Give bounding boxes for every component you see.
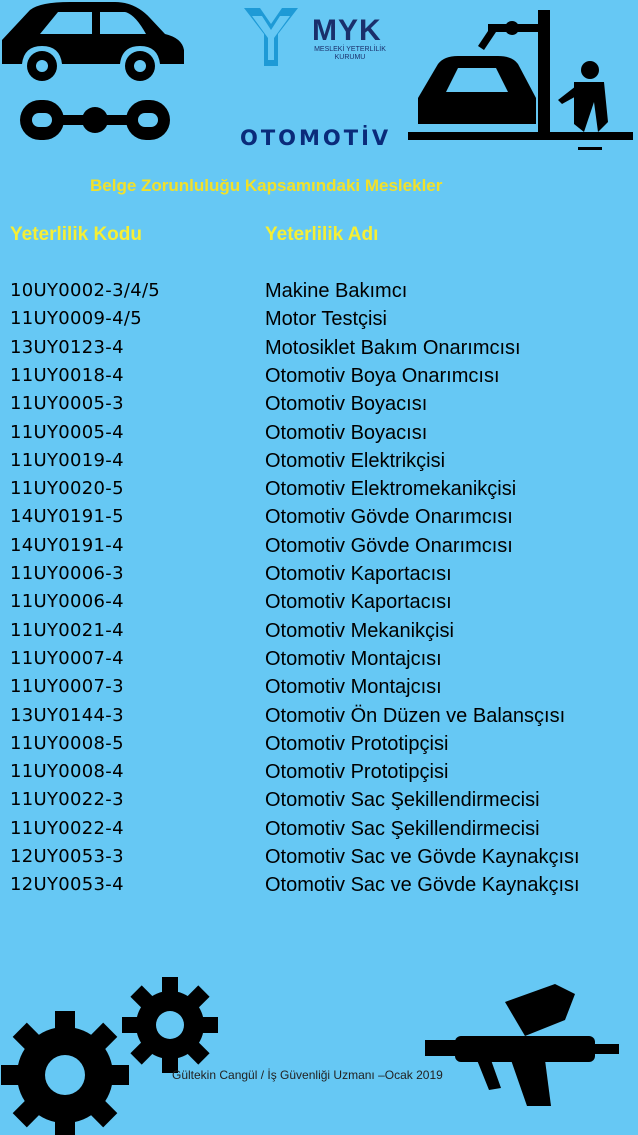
subtitle: Belge Zorunluluğu Kapsamındaki Meslekler bbox=[90, 176, 443, 195]
table-row bbox=[0, 676, 638, 704]
qualification-name: Otomotiv Gövde Onarımcısı bbox=[265, 506, 513, 529]
qualification-code: 10UY0002-3/4/5 bbox=[10, 280, 161, 301]
qualification-code: 11UY0006-4 bbox=[10, 591, 124, 613]
qualification-code: 11UY0008-5 bbox=[10, 732, 124, 754]
qualification-code: 11UY0018-4 bbox=[10, 364, 124, 386]
qualification-code: 11UY0009-4/5 bbox=[10, 308, 142, 330]
qualification-code: 11UY0005-3 bbox=[10, 393, 124, 415]
qualification-name: Motosiklet Bakım Onarımcısı bbox=[265, 336, 521, 359]
qualification-name: Otomotiv Sac ve Gövde Kaynakçısı bbox=[265, 846, 580, 868]
table-row bbox=[0, 761, 638, 789]
qualification-name: Otomotiv Sac Şekillendirmecisi bbox=[265, 789, 540, 812]
table-row bbox=[0, 337, 638, 365]
qualification-code: 11UY0021-4 bbox=[10, 619, 124, 641]
gears-icon bbox=[0, 975, 230, 1135]
table-row bbox=[0, 563, 638, 591]
table-row bbox=[0, 422, 638, 450]
qualification-code: 13UY0123-4 bbox=[10, 336, 124, 358]
qualification-code: 11UY0022-4 bbox=[10, 817, 124, 839]
qualification-name: Otomotiv Sac Şekillendirmecisi bbox=[265, 817, 540, 840]
axle-icon bbox=[20, 95, 170, 145]
qualification-code: 11UY0006-3 bbox=[10, 563, 124, 584]
logo-subtitle-line-2: KURUMU bbox=[334, 54, 366, 61]
logo-subtitle bbox=[305, 46, 395, 62]
table-row bbox=[0, 789, 638, 817]
column-header-code: Yeterlilik Kodu bbox=[10, 224, 142, 245]
table-row bbox=[0, 648, 638, 676]
qualification-name: Otomotiv Kaportacısı bbox=[265, 591, 452, 614]
qualification-code: 11UY0020-5 bbox=[10, 478, 124, 500]
table-row bbox=[0, 393, 638, 421]
table-row bbox=[0, 874, 638, 902]
qualification-code: 11UY0007-3 bbox=[10, 676, 124, 698]
qualification-name: Makine Bakımcı bbox=[265, 280, 408, 302]
table-row bbox=[0, 365, 638, 393]
qualification-code: 14UY0191-5 bbox=[10, 506, 124, 528]
table-row bbox=[0, 705, 638, 733]
sector-title: OTOMOTİV bbox=[240, 126, 392, 150]
car-icon bbox=[0, 0, 190, 90]
qualification-code: 12UY0053-3 bbox=[10, 846, 124, 867]
mechanic-icon bbox=[408, 2, 633, 152]
column-header-name: Yeterlilik Adı bbox=[265, 224, 379, 245]
table-row bbox=[0, 506, 638, 534]
table-row bbox=[0, 478, 638, 506]
qualification-name: Otomotiv Boya Onarımcısı bbox=[265, 364, 500, 387]
qualification-name: Otomotiv Mekanikçisi bbox=[265, 619, 454, 642]
myk-logo-icon bbox=[240, 2, 302, 70]
qualification-name: Otomotiv Boyacısı bbox=[265, 421, 428, 444]
qualification-code: 11UY0007-4 bbox=[10, 647, 124, 669]
qualification-code: 14UY0191-4 bbox=[10, 534, 124, 556]
table-row bbox=[0, 846, 638, 874]
qualification-name: Otomotiv Prototipçisi bbox=[265, 761, 449, 784]
table-row bbox=[0, 620, 638, 648]
table-row bbox=[0, 818, 638, 846]
qualification-name: Otomotiv Elektromekanikçisi bbox=[265, 478, 517, 501]
qualification-code: 11UY0022-3 bbox=[10, 789, 124, 811]
table-row bbox=[0, 308, 638, 336]
spray-gun-icon bbox=[415, 980, 635, 1110]
logo-subtitle-line-1: MESLEKİ YETERLİLİK bbox=[314, 46, 386, 53]
qualification-code: 12UY0053-4 bbox=[10, 874, 124, 896]
logo-title: MYK bbox=[312, 14, 382, 47]
qualification-name: Otomotiv Boyacısı bbox=[265, 393, 428, 416]
qualification-name: Otomotiv Gövde Onarımcısı bbox=[265, 534, 513, 557]
qualification-code: 11UY0005-4 bbox=[10, 421, 124, 443]
table-row bbox=[0, 280, 638, 308]
qualification-name: Otomotiv Ön Düzen ve Balansçısı bbox=[265, 704, 566, 727]
qualification-code: 13UY0144-3 bbox=[10, 704, 124, 726]
qualification-name: Otomotiv Sac ve Gövde Kaynakçısı bbox=[265, 874, 580, 897]
qualification-name: Otomotiv Kaportacısı bbox=[265, 563, 452, 585]
table-row bbox=[0, 450, 638, 478]
qualification-name: Otomotiv Prototipçisi bbox=[265, 732, 449, 755]
footer-credit: Gültekin Cangül / İş Güvenliği Uzmanı –Ocak 2019 bbox=[172, 1068, 443, 1082]
table-row bbox=[0, 733, 638, 761]
table-row bbox=[0, 535, 638, 563]
qualification-name: Otomotiv Montajcısı bbox=[265, 676, 442, 699]
table-row bbox=[0, 591, 638, 619]
qualification-name: Motor Testçisi bbox=[265, 308, 387, 331]
qualification-name: Otomotiv Montajcısı bbox=[265, 647, 442, 670]
qualification-code: 11UY0019-4 bbox=[10, 449, 124, 471]
qualification-name: Otomotiv Elektrikçisi bbox=[265, 449, 446, 472]
qualification-code: 11UY0008-4 bbox=[10, 761, 124, 783]
